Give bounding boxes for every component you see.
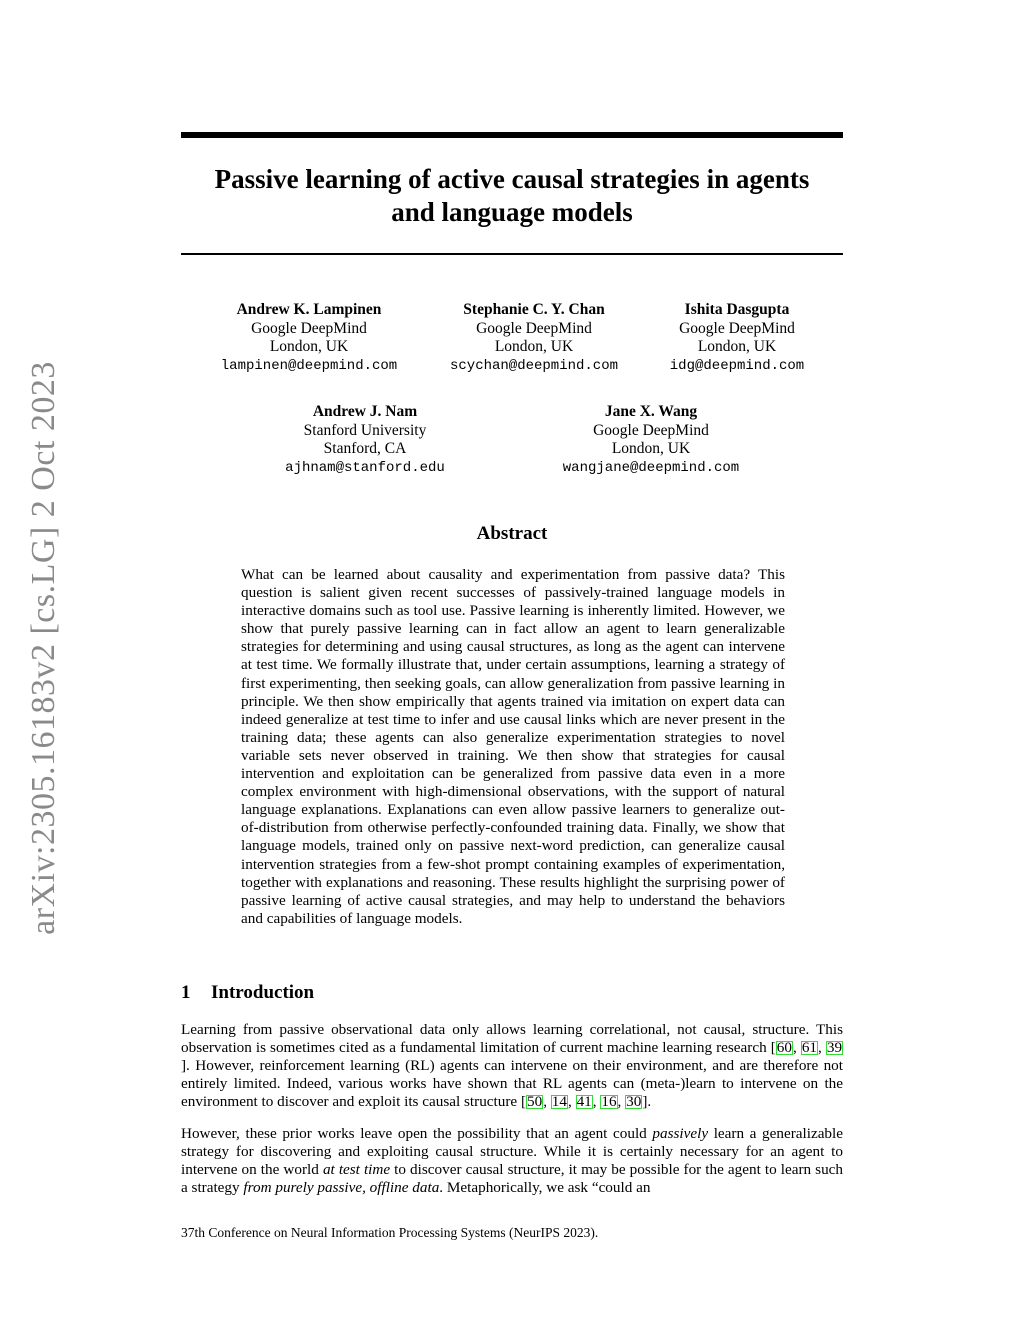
author-name: Stephanie C. Y. Chan: [463, 301, 605, 318]
arxiv-identifier: arXiv:2305.16183v2 [cs.LG] 2 Oct 2023: [25, 361, 62, 935]
author-block: [617, 301, 857, 375]
author-name: Ishita Dasgupta: [684, 301, 790, 318]
emphasis-text: at test time: [322, 1161, 391, 1179]
citation-link[interactable]: 61: [801, 1039, 817, 1057]
paragraph-text: ]. However, reinforcement learning (RL) agents can intervene on their environment, and are therefore not entirely limited. Indeed, various works have shown that RL agents can (meta-)learn to intervene on the environment to discover and exploit its causal structure [: [181, 1057, 843, 1111]
intro-paragraph-1: Learning from passive observational data only allows learning correlational, not causal, structure. This observation is sometimes cited as a fundamental limitation of current machine learning research [60, 61, 39]. However, reinforcement learning (RL) agents can intervene on their environment, and are therefore not entirely limited. Indeed, various works have shown that RL agents can (meta-)learn to intervene on the environment to discover and exploit its causal structure [50, 14, 41, 16, 30].: [181, 1021, 843, 1111]
abstract-text: What can be learned about causality and experimentation from passive data? This question is salient given recent successes of passively-trained language models in interactive domains such as tool use. Passive learning is inherently limited. However, we show that purely passive learning can in fact allow an agent to learn generalizable strategies for determining and using causal structures, as long as the agent can intervene at test time. We formally illustrate that, under certain assumptions, learning a strategy of first experimenting, then seeking goals, can allow generalization from passive learning in principle. We then show empirically that agents trained via imitation on expert data can indeed generalize at test time to infer and use causal links which are never present in the training data; these agents can also generalize experimentation strategies to novel variable sets never observed in training. We then show that strategies for causal intervention and exploitation can be generalized from passive data even in a more complex environment with high-dimensional observations, with the support of natural language explanations. Explanations can even allow passive learners to generalize out-of-distribution from otherwise perfectly-confounded training data. Finally, we show that language models, trained only on passive next-word prediction, can generalize causal intervention strategies from a few-shot prompt containing examples of experimentation, together with explanations and reasoning. These results highlight the surprising power of passive learning of active causal strategies, and may help to understand the behaviors and capabilities of language models.: [241, 566, 785, 927]
paper-title: [181, 163, 843, 229]
author-email[interactable]: scychan@deepmind.com: [449, 357, 619, 374]
author-name: Andrew K. Lampinen: [236, 301, 382, 318]
title-line-1: Passive learning of active causal strategies in agents: [214, 164, 810, 194]
citation-link[interactable]: 50: [527, 1093, 543, 1111]
conference-footnote: 37th Conference on Neural Information Processing Systems (NeurIPS 2023).: [181, 1225, 599, 1240]
author-affiliation: Google DeepMind: [593, 421, 709, 439]
author-block: [245, 403, 485, 477]
author-block: [189, 301, 429, 375]
paragraph-text: to discover causal structure, it may be possible for the agent to learn such a strategy: [181, 1161, 843, 1197]
citation-link[interactable]: 30: [626, 1093, 642, 1111]
author-email[interactable]: idg@deepmind.com: [669, 357, 805, 374]
intro-paragraph-2: [181, 1125, 843, 1197]
citation-link[interactable]: 16: [601, 1093, 617, 1111]
title-top-rule: [181, 132, 843, 138]
author-location: Stanford, CA: [323, 440, 407, 457]
author-location: London, UK: [697, 338, 777, 355]
author-affiliation: Google DeepMind: [679, 319, 795, 337]
paragraph-text: However, these prior works leave open the possibility that an agent could: [181, 1125, 653, 1142]
paragraph-text: . Metaphorically, we ask “could an: [439, 1179, 651, 1197]
author-location: London, UK: [611, 440, 691, 457]
author-block: [531, 403, 771, 477]
emphasis-text: passively: [652, 1125, 709, 1142]
citation-link[interactable]: 60: [776, 1039, 792, 1057]
paragraph-text: ].: [642, 1093, 652, 1111]
author-name: Jane X. Wang: [604, 403, 698, 420]
author-email[interactable]: lampinen@deepmind.com: [220, 357, 398, 374]
abstract-heading: Abstract: [476, 523, 548, 544]
citation-link[interactable]: 14: [551, 1093, 567, 1111]
paragraph-text: Learning from passive observational data only allows learning correlational, not causal, structure. This observation is sometimes cited as a fundamental limitation of current machine learning research [: [181, 1021, 843, 1057]
author-email[interactable]: wangjane@deepmind.com: [562, 459, 740, 476]
section-heading: [181, 982, 314, 1004]
section-title: Introduction: [211, 982, 315, 1003]
author-affiliation: Stanford University: [303, 421, 427, 439]
author-location: London, UK: [269, 338, 349, 355]
author-name: Andrew J. Nam: [312, 403, 418, 420]
paragraph-text: learn a generalizable strategy for discovering and exploiting causal structure. While it is certainly necessary for an agent to intervene on the world: [181, 1125, 843, 1179]
author-affiliation: Google DeepMind: [251, 319, 367, 337]
section-number: 1: [181, 982, 191, 1003]
title-bottom-rule: [181, 253, 843, 255]
author-email[interactable]: ajhnam@stanford.edu: [285, 459, 445, 476]
emphasis-text: from purely passive, offline data: [243, 1179, 440, 1197]
author-location: London, UK: [494, 338, 574, 355]
citation-link[interactable]: 39: [826, 1039, 843, 1057]
citation-link[interactable]: 41: [576, 1093, 592, 1111]
title-line-2: and language models: [391, 197, 633, 227]
author-affiliation: Google DeepMind: [476, 319, 592, 337]
